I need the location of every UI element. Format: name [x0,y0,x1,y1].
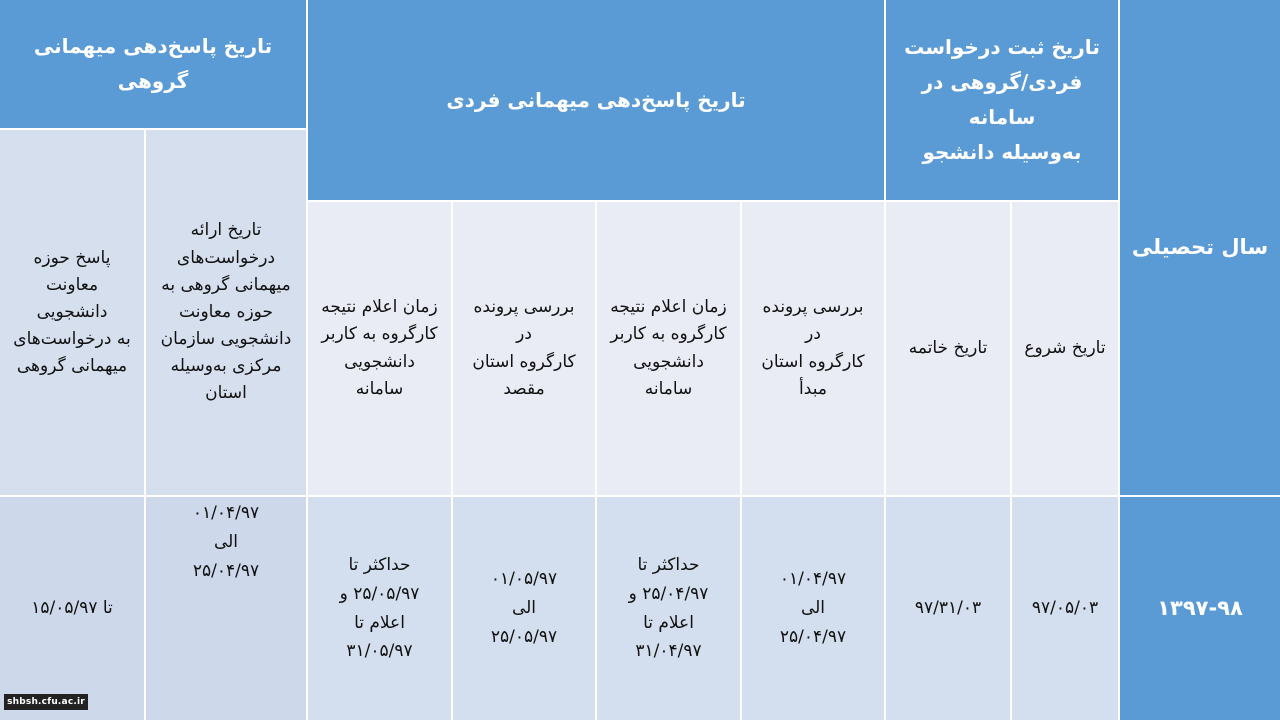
subheader-start-date: تاریخ شروع [1012,202,1118,495]
header-individual-response: تاریخ پاسخ‌دهی میهمانی فردی [308,0,884,200]
subheader-origin-review: بررسی پرونده در کارگروه استان مبدأ [742,202,884,495]
row-origin-review: ۰۱/۰۴/۹۷ الی ۲۵/۰۴/۹۷ [742,497,884,720]
site-watermark: shbsh.cfu.ac.ir [4,694,88,710]
row-start-date: ۹۷/۰۵/۰۳ [1012,497,1118,720]
row-end-date: ۹۷/۳۱/۰۳ [886,497,1010,720]
header-academic-year: سال تحصیلی [1120,0,1280,495]
header-group-response: تاریخ پاسخ‌دهی میهمانی گروهی [0,0,306,128]
subheader-dest-result: زمان اعلام نتیجه کارگروه به کاربر دانشجویی سامانه [308,202,451,495]
row-origin-result: حداکثر تا ۲۵/۰۴/۹۷ و اعلام تا ۳۱/۰۴/۹۷ [597,497,740,720]
row-group-submission: ۰۱/۰۴/۹۷ الی ۲۵/۰۴/۹۷ [146,497,306,720]
row-dest-result: حداکثر تا ۲۵/۰۵/۹۷ و اعلام تا ۳۱/۰۵/۹۷ [308,497,451,720]
subheader-end-date: تاریخ خاتمه [886,202,1010,495]
subheader-origin-result: زمان اعلام نتیجه کارگروه به کاربر دانشجویی سامانه [597,202,740,495]
row-dest-review: ۰۱/۰۵/۹۷ الی ۲۵/۰۵/۹۷ [453,497,595,720]
subheader-dest-review: بررسی پرونده در کارگروه استان مقصد [453,202,595,495]
subheader-group-deputy-response: پاسخ حوزه معاونت دانشجویی به درخواست‌های میهمانی گروهی [0,130,144,495]
row-group-deputy-response: تا ۱۵/۰۵/۹۷ [0,497,144,720]
subheader-group-submission: تاریخ ارائه درخواست‌های میهمانی گروهی به حوزه معاونت دانشجویی سازمان مرکزی به‌وسیله استان [146,130,306,495]
header-registration-date: تاریخ ثبت درخواست فردی/گروهی در سامانه به‌وسیله دانشجو [886,0,1118,200]
row-year: ۱۳۹۷-۹۸ [1120,497,1280,720]
